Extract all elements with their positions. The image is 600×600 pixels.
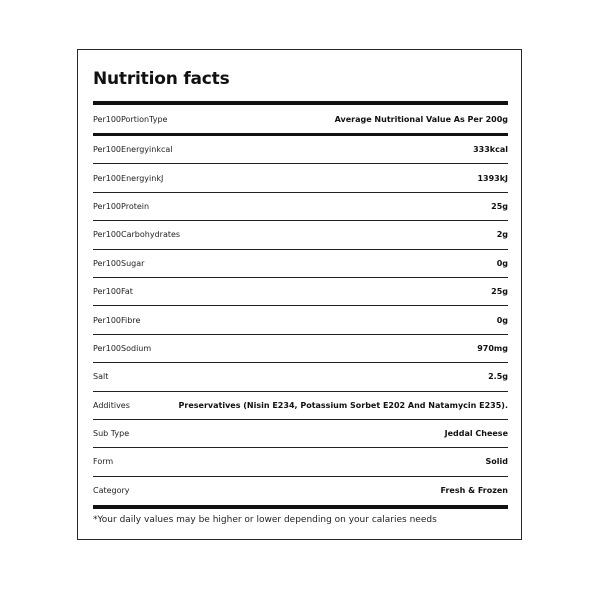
row-label: Additives xyxy=(93,400,130,410)
row-value: Fresh & Frozen xyxy=(440,486,508,496)
footnote: *Your daily values may be higher or lower depending on your calaries needs xyxy=(93,515,437,525)
table-row xyxy=(93,420,508,448)
row-label: Per100EnergyinkJ xyxy=(93,173,164,183)
table-row xyxy=(93,335,508,363)
row-label: Per100Protein xyxy=(93,201,150,211)
row-label: Per100Energyinkcal xyxy=(93,145,173,155)
row-value: 0g xyxy=(496,258,508,268)
table-row xyxy=(93,477,508,505)
table-row xyxy=(93,136,508,164)
header-label: Per100PortionType xyxy=(93,114,168,124)
panel-title: Nutrition facts xyxy=(93,69,230,89)
row-value: 333kcal xyxy=(473,145,508,155)
row-value: 2g xyxy=(496,230,508,240)
table-row xyxy=(93,363,508,391)
bottom-thick-rule xyxy=(93,505,508,509)
row-value: 2.5g xyxy=(488,372,508,382)
row-value: Jeddal Cheese xyxy=(444,429,508,439)
row-label: Per100Fibre xyxy=(93,315,141,325)
row-label: Sub Type xyxy=(93,429,130,439)
row-label: Per100Sodium xyxy=(93,343,152,353)
nutrition-table xyxy=(93,105,508,133)
table-row xyxy=(93,250,508,278)
table-row xyxy=(93,392,508,420)
nutrition-facts-panel xyxy=(77,49,522,540)
row-label: Salt xyxy=(93,372,109,382)
table-header-row xyxy=(93,105,508,133)
row-value: 0g xyxy=(496,315,508,325)
table-row xyxy=(93,193,508,221)
table-row xyxy=(93,306,508,334)
table-row xyxy=(93,164,508,192)
row-label: Form xyxy=(93,457,114,467)
row-value: 1393kJ xyxy=(477,173,508,183)
table-row xyxy=(93,278,508,306)
row-label: Per100Fat xyxy=(93,287,133,297)
row-label: Per100Sugar xyxy=(93,258,145,268)
row-value: Preservatives (Nisin E234, Potassium Sorbet E202 And Natamycin E235). xyxy=(178,400,508,410)
row-value: Solid xyxy=(485,457,508,467)
row-value: 25g xyxy=(491,201,508,211)
header-value: Average Nutritional Value As Per 200g xyxy=(334,114,508,124)
row-value: 970mg xyxy=(477,343,508,353)
row-label: Per100Carbohydrates xyxy=(93,230,181,240)
table-row xyxy=(93,448,508,476)
row-label: Category xyxy=(93,486,130,496)
table-row xyxy=(93,221,508,249)
nutrition-rows xyxy=(93,136,508,505)
row-value: 25g xyxy=(491,287,508,297)
